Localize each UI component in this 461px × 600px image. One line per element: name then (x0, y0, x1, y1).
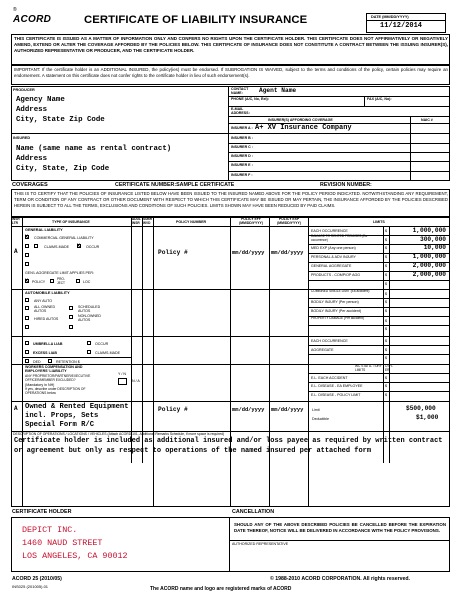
umbrella-limit-label: AGGREGATE (311, 348, 334, 352)
description-box (11, 431, 450, 507)
gl-exp: mm/dd/yyyy (271, 250, 304, 256)
producer-name: Agency Name (16, 96, 65, 104)
other-deductible-value: $1,000 (416, 414, 439, 421)
workers-limit-label: E.L. EACH ACCIDENT (311, 376, 348, 380)
holder-street: 1460 NAUD STREET (22, 538, 103, 548)
other-limit-value: $500,000 (406, 405, 436, 412)
auto-limits (309, 289, 450, 336)
workers-ifyes: If yes, describe under DESCRIPTION OF OPERATIONS below (25, 387, 86, 395)
gl-insr-ltr: A (14, 248, 18, 255)
email-label: E-MAIL ADDRESS: (231, 107, 250, 116)
auto-limit-currency: $ (385, 319, 387, 323)
auto-scheduled: SCHEDULED AUTOS (78, 305, 101, 314)
gl-title: GENERAL LIABILITY (25, 228, 63, 232)
insurer-d-label: INSURER D : (231, 154, 253, 158)
gl-claims-made: CLAIMS-MADE (44, 245, 69, 249)
other-policy-number: Policy # (158, 406, 188, 413)
gl-limit-currency: $ (385, 282, 387, 286)
acord-logo (13, 9, 63, 23)
insurer-f-label: INSURER F : (231, 173, 253, 177)
workers-mandatory: (Mandatory in NH) (25, 383, 55, 387)
insurer-b-label: INSURER B : (231, 136, 253, 140)
umbrella-liab: UMBRELLA LIAB (33, 342, 63, 346)
coverage-statement: THIS IS TO CERTIFY THAT THE POLICIES OF INSURANCE LISTED BELOW HAVE BEEN ISSUED TO THE INSURED NAMED ABOVE FOR THE POLICY PERIOD INDICATED. NOTWITHSTANDING ANY REQUIREMENT, TERM OR CONDITION OF ANY CONTRACT OR OTHER DOCUMENT WITH RESPECT TO WHICH THIS CERTIFICATE MAY BE ISSUED OR MAY PERTAIN, THE INSURANCE AFFORDED BY THE POLICIES DESCRIBED HEREIN IS SUBJECT TO ALL THE TERMS, EXCLUSIONS AND CONDITIONS OF SUCH POLICIES. LIMITS SHOWN MAY HAVE BEEN REDUCED BY PAID CLAIMS. (14, 191, 448, 208)
logo-mark-icon: ® (13, 7, 17, 13)
other-line-2: incl. Props, Sets (25, 412, 99, 420)
date-label: DATE (MM/DD/YYYY) (371, 15, 409, 19)
gl-commercial-check[interactable]: X (25, 234, 29, 240)
header-exp: POLICY EXP (MM/DD/YYYY) (277, 217, 301, 225)
cancellation-label: CANCELLATION (232, 509, 275, 515)
insurer-e-label: INSURER E : (231, 163, 253, 167)
other-exp: mm/dd/yyyy (271, 407, 304, 413)
gl-limits (309, 226, 450, 289)
header-limits: LIMITS (373, 220, 385, 224)
gl-policy: POLICY (32, 280, 46, 284)
workers-limit-currency: $ (385, 384, 387, 388)
gl-limit-value: 300,000 (420, 236, 446, 243)
gl-limit-value: 10,000 (423, 244, 446, 251)
gl-project: PRO- JECT (57, 277, 65, 285)
umbrella-limit-label: EACH OCCURRENCE (311, 339, 348, 343)
footer-trademark: The ACORD name and logo are registered marks of ACORD (150, 586, 292, 592)
auto-any-auto: ANY AUTO (34, 299, 53, 303)
gl-occur-check[interactable]: X (77, 243, 81, 249)
acord-logo-text: ACORD (13, 14, 52, 25)
workers-limit-label: E.L. DISEASE - POLICY LIMIT (311, 393, 361, 397)
fax-label: FAX (A/C, No): (367, 97, 392, 101)
producer-city: City, State Zip Code (16, 116, 105, 124)
header-eff: POLICY EFF (MM/DD/YYYY) (239, 217, 263, 225)
auto-limit-label: COMBINED SINGLE LIMIT (Ea accident) (311, 289, 370, 293)
umbrella-limit-currency: $ (385, 339, 387, 343)
contact-name-value: Agent Name (259, 87, 297, 94)
umbrella-claims-made: CLAIMS-MADE (95, 351, 120, 355)
other-insr-ltr: A (14, 405, 18, 412)
gl-limit-label: DAMAGE TO RENTED PREMISES (Ea occurrence) (311, 234, 368, 242)
umbrella-retention: RETENTION $ (56, 360, 80, 364)
footer-form-id: ACORD 25 (2010/05) (12, 576, 62, 582)
gl-limit-value: 1,000,000 (412, 227, 446, 234)
auto-all-owned: ALL OWNED AUTOS (34, 305, 56, 314)
excess-liab: EXCESS LIAB (33, 351, 57, 355)
gl-limit-label: PERSONAL & ADV INJURY (311, 255, 356, 259)
workers-yn: Y / N (118, 372, 126, 376)
umbrella-limit-currency: $ (385, 348, 387, 352)
auto-hired: HIRED AUTOS (34, 317, 59, 321)
description-label: DESCRIPTION OF OPERATIONS / LOCATIONS / VEHICLES (Attach ACORD 101, Additional Remarks Schedule, if more space is required) (13, 432, 225, 436)
insurer-a-value: A+ XV Insurance Company (255, 124, 352, 132)
other-eff: mm/dd/yyyy (232, 407, 265, 413)
gl-policy-number: Policy # (158, 249, 188, 256)
auto-non-owned: NON-OWNED AUTOS (78, 314, 101, 323)
gl-limit-label: MED EXP (Any one person) (311, 246, 356, 250)
workers-question: ANY PROPRIETOR/PARTNER/EXECUTIVE OFFICER/MEMBER EXCLUDED? (25, 374, 91, 382)
gl-occur: OCCUR (86, 245, 100, 249)
gl-policy-check[interactable]: X (25, 278, 29, 284)
description-text: Certificate holder is included as additional insured and/or loss payee as required by written contract or agreement but only as respect to operations of the named insured per attached form (14, 437, 443, 455)
gl-agg-title: GEN'L AGGREGATE LIMIT APPLIES PER: (25, 271, 94, 275)
footer-copyright: © 1988-2010 ACORD CORPORATION. All rights reserved. (270, 576, 410, 582)
gl-limit-label: GENERAL AGGREGATE (311, 264, 352, 268)
insured-city: City, State, Zip Code (16, 165, 110, 173)
workers-statutory: WC STATU- TORY LIMITS (355, 364, 382, 372)
gl-limit-value: 2,000,000 (412, 262, 446, 269)
other-limit-label: Limit (312, 408, 320, 412)
workers-limit-label: E.L. DISEASE - EA EMPLOYEE (311, 384, 363, 388)
insured-name: Name (same name as rental contract) (16, 145, 172, 153)
header-subr: SUBR WVD (143, 217, 153, 225)
workers-other: OTH- ER (385, 364, 393, 372)
certificate-number: CERTIFICATE NUMBER:SAMPLE CERTIFICATE (115, 182, 235, 188)
authorized-representative-label: AUTHORIZED REPRESENTATIVE (232, 542, 289, 546)
header-insr-ltr: INSR LTR (12, 217, 20, 225)
notice-text: THIS CERTIFICATE IS ISSUED AS A MATTER OF INFORMATION ONLY AND CONFERS NO RIGHTS UPON THE CERTIFICATE HOLDER. THIS CERTIFICATE DOES NOT AFFIRMATIVELY OR NEGATIVELY AMEND, EXTEND OR ALTER THE COVERAGE AFFORDED BY THE POLICIES BELOW. THIS CERTIFICATE OF INSURANCE DOES NOT CONSTITUTE A CONTRACT BETWEEN THE ISSUING INSURER(S), AUTHORIZED REPRESENTATIVE OR PRODUCER, AND THE CERTIFICATE HOLDER. (14, 36, 448, 53)
gl-limit-currency: $ (385, 273, 387, 277)
insured-address: Address (16, 155, 48, 163)
auto-limit-label: BODILY INJURY (Per accident) (311, 309, 362, 313)
auto-limit-label: BODILY INJURY (Per person) (311, 300, 359, 304)
auto-limit-currency: $ (385, 300, 387, 304)
gl-limit-value: 1,000,000 (412, 253, 446, 260)
other-deductible-label: Deductible (312, 417, 329, 421)
producer-address: Address (16, 106, 48, 114)
auto-limit-label: PROPERTY DAMAGE (Per accident) (311, 316, 364, 320)
umbrella-occur: OCCUR (95, 342, 109, 346)
header-addl: ADDL INSR (132, 217, 141, 225)
certificate-holder-label: CERTIFICATE HOLDER (12, 509, 72, 515)
workers-limits (309, 364, 450, 401)
workers-yn-box[interactable] (118, 378, 127, 385)
insurer-a-label: INSURER A : (231, 126, 253, 130)
gl-limit-currency: $ (385, 229, 387, 233)
auto-limit-currency: $ (385, 327, 387, 331)
holder-name: DEPICT INC. (22, 525, 78, 535)
gl-limit-currency: $ (385, 246, 387, 250)
coverages-label: COVERAGES (12, 182, 48, 188)
date-value: 11/12/2014 (380, 22, 423, 30)
form-title: CERTIFICATE OF LIABILITY INSURANCE (84, 14, 308, 26)
auto-limit-currency: $ (385, 309, 387, 313)
workers-limit-currency: $ (385, 393, 387, 397)
gl-limit-value: 2,000,000 (412, 271, 446, 278)
gl-limit-label: PRODUCTS - COMP/OP AGG (311, 273, 361, 277)
auto-title: AUTOMOBILE LIABILITY (25, 291, 70, 295)
workers-limit-currency: $ (385, 376, 387, 380)
important-text: IMPORTANT: If the certificate holder is an ADDITIONAL INSURED, the policy(ies) must be endorsed. If SUBROGATION IS WAIVED, subject to the terms and conditions of the policy, certain policies may require an endorsement. A statement on this certificate does not confer rights to the certificate holder in lieu of such endorsement(s). (14, 67, 448, 78)
header-policy-number: POLICY NUMBER (176, 220, 207, 224)
contact-name-label: CONTACT NAME: (231, 87, 249, 96)
umbrella-ded: DED (33, 360, 41, 364)
header-type: TYPE OF INSURANCE (52, 220, 90, 224)
workers-na: N / A (132, 379, 140, 383)
cancellation-text: SHOULD ANY OF THE ABOVE DESCRIBED POLICIES BE CANCELLED BEFORE THE EXPIRATION DATE THEREOF, NOTICE WILL BE DELIVERED IN ACCORDANCE WITH THE POLICY PROVISIONS. (234, 522, 446, 533)
naic-label: NAIC # (421, 118, 433, 122)
other-line-3: Special Form R/C (25, 421, 95, 429)
gl-limit-label: EACH OCCURRENCE (311, 229, 348, 233)
workers-title: WORKERS COMPENSATION AND EMPLOYERS' LIABILITY (25, 365, 83, 374)
revision-number: REVISION NUMBER: (320, 182, 372, 188)
footer-code: INS025 (201005).01 (12, 584, 49, 589)
gl-loc: LOC (83, 280, 91, 284)
gl-commercial-label: COMMERCIAL GENERAL LIABILITY (34, 236, 94, 240)
insurer-c-label: INSURER C : (231, 145, 253, 149)
insured-label: INSURED (13, 136, 31, 140)
other-line-1: Owned & Rented Equipment (25, 403, 129, 411)
umbrella-limits (309, 336, 450, 364)
umbrella-limit-currency: $ (385, 356, 387, 360)
auto-limit-currency: $ (385, 292, 387, 296)
producer-label: PRODUCER (13, 88, 35, 92)
insurers-header: INSURER(S) AFFORDING COVERAGE (268, 118, 333, 122)
gl-limit-currency: $ (385, 264, 387, 268)
holder-city: LOS ANGELES, CA 90012 (22, 551, 128, 561)
phone-label: PHONE (A/C, No, Ext): (231, 97, 269, 101)
gl-eff: mm/dd/yyyy (232, 250, 265, 256)
gl-limit-currency: $ (385, 255, 387, 259)
gl-limit-currency: $ (385, 238, 387, 242)
